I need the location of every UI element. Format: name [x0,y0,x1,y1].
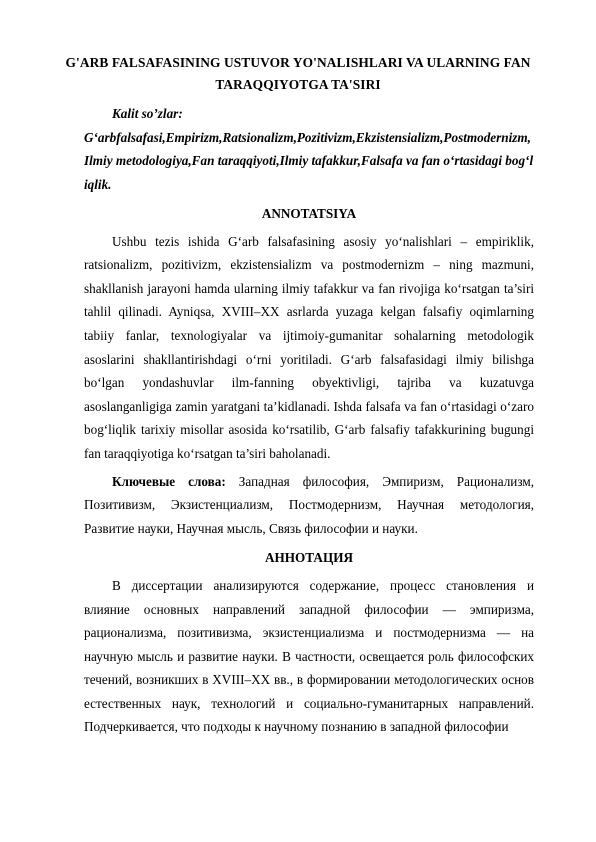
keywords-ru [84,470,534,541]
annotation-uz-heading: ANNOTATSIYA [261,206,357,221]
keywords-uz [84,102,534,196]
document-title: G'ARB FALSAFASINING USTUVOR YO'NALISHLARI VA ULARNING FAN TARAQQIYOTGA TA'SIRI [65,55,531,92]
keywords-ru-list: Западная философия, Эмпиризм, Рационализм, Позитивизм, Экзистенциализм, Постмодернизм, Научная методология, Развитие науки, Научная мысль, Связь философии и науки. [84,473,534,536]
keywords-uz-label: Kalit so’zlar: [112,106,183,121]
keywords-uz-list: G‘arbfalsafasi,Empirizm,Ratsionalizm,Pozitivizm,Ekzistensializm,Postmodernizm,Ilmiy metodologiya,Fan taraqqiyoti,Ilmiy tafakkur,Falsafa va fan o‘rtasidagi bog‘liqlik. [84,129,534,192]
annotation-ru-heading: АННОТАЦИЯ [265,550,353,566]
keywords-ru-label: Ключевые слова: [112,473,226,489]
annotation-uz-text: Ushbu tezis ishida G‘arb falsafasining asosiy yo‘nalishlari – empiriklik, ratsionalizm, pozitivizm, ekzistensializm va postmodernizm – ning mazmuni, shakllanish jarayoni hamda ularning ilmiy tafakkur va fan rivojiga ko‘rsatgan ta’siri tahlil qilinadi. Ayniqsa, XVIII–XX asrlarda yuzaga kelgan falsafiy oqimlarning tabiiy fanlar, texnologiyalar va ijtimoiy-gumanitar sohalarning metodologik asoslarini shakllantirishdagi o‘rni yoritiladi. G‘arb falsafasidagi ilmiy bilishga bo‘lgan yondashuvlar ilm-fanning obyektivligi, tajriba va kuzatuvga asoslanganligiga zamin yaratgani ta’kidlanadi. Ishda falsafa va fan o‘rtasidagi o‘zaro bog‘liqlik tarixiy misollar asosida ko‘rsatilib, G‘arb falsafiy tafakkurining bugungi fan taraqqiyotiga ko‘rsatgan ta’siri baholanadi. [84,233,534,461]
annotation-ru-text: В диссертации анализируются содержание, процесс становления и влияние основных направлений западной философии — эмпиризма, рационализма, позитивизма, экзистенциализма и постмодернизма — на научную мысль и развитие науки. В частности, освещается роль философских течений, возникших в XVIII–XX вв., в формировании методологических основ естественных наук, технологий и социально-гуманитарных направлений. Подчеркивается, что подходы к научному познанию в западной философии [84,577,534,735]
